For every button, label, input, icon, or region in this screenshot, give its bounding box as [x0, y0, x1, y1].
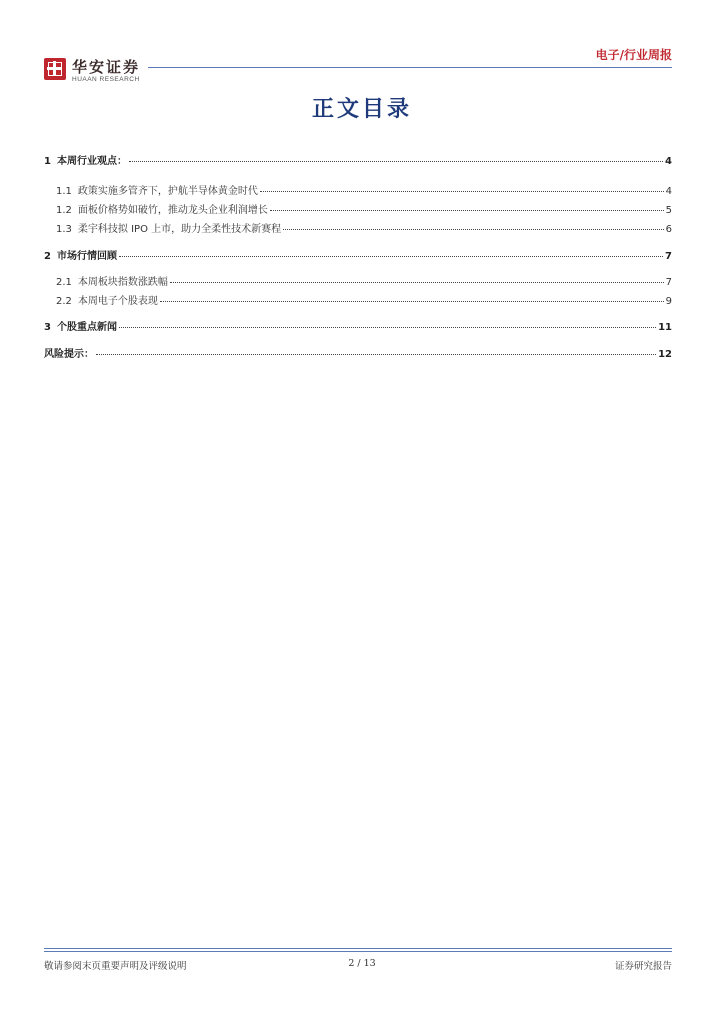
toc-leader-dots [119, 255, 663, 257]
toc-entry-number: 2.1 [56, 277, 72, 288]
toc-entry[interactable] [44, 182, 672, 197]
toc-leader-dots [119, 326, 656, 328]
toc-entry-page: 5 [665, 205, 672, 216]
page-indicator: 2 / 13 [348, 958, 376, 969]
toc-leader-dots [283, 228, 664, 230]
toc-leader-dots [270, 209, 664, 211]
toc-entry-label: 面板价格势如破竹，推动龙头企业利润增长 [77, 205, 268, 216]
toc-leader-dots [129, 160, 663, 162]
footer-rule [44, 951, 672, 952]
report-type: 电子/行业周报 [595, 48, 672, 62]
toc-entry-label: 柔宇科技拟 IPO 上市，助力全柔性技术新赛程 [77, 224, 282, 235]
toc-entry-number: 2 [44, 251, 51, 262]
toc-entry-number: 2.2 [56, 296, 72, 307]
toc-entry-page: 12 [658, 349, 672, 360]
page-header [0, 0, 724, 90]
toc-entry-label: 风险提示： [44, 349, 94, 360]
toc-entry-page: 4 [665, 156, 672, 167]
toc-entry-label: 本周电子个股表现 [77, 296, 158, 307]
toc-leader-dots [96, 353, 656, 355]
toc-entry-label: 政策实施多管齐下，护航半导体黄金时代 [77, 186, 258, 197]
toc-leader-dots [260, 190, 664, 192]
toc-entry-number: 1.2 [56, 205, 72, 216]
toc-entry-number: 3 [44, 322, 51, 333]
toc-entry[interactable] [44, 273, 672, 288]
toc-entry[interactable] [44, 220, 672, 235]
toc-entry-page: 9 [665, 296, 672, 307]
toc-title: 正文目录 [311, 97, 412, 122]
toc-entry-label: 市场行情回顾 [56, 251, 117, 262]
footer-rule [44, 948, 672, 949]
header-rule [148, 67, 672, 68]
footer-disclaimer: 敬请参阅末页重要声明及评级说明 [44, 961, 187, 972]
toc-entry[interactable] [44, 247, 672, 262]
footer-doc-type: 证券研究报告 [614, 961, 672, 972]
toc-entry-number: 1 [44, 156, 51, 167]
toc-entry-page: 7 [665, 277, 672, 288]
toc-entry[interactable] [44, 345, 672, 360]
toc-entry-label: 本周行业观点： [56, 156, 127, 167]
toc-entry-page: 4 [665, 186, 672, 197]
toc-entry-page: 6 [665, 224, 672, 235]
toc-entry[interactable] [44, 152, 672, 167]
logo-text-cn: 华安证券 [72, 58, 141, 76]
toc-entry[interactable] [44, 292, 672, 307]
logo-text-en: HUAAN RESEARCH [72, 76, 140, 83]
toc-entry[interactable] [44, 201, 672, 216]
huaan-logo-icon [44, 58, 66, 80]
toc-entry-page: 11 [658, 322, 672, 333]
toc-entry-page: 7 [665, 251, 672, 262]
toc-leader-dots [160, 300, 664, 302]
toc-entry-label: 个股重点新闻 [56, 322, 117, 333]
toc-entry-number: 1.3 [56, 224, 72, 235]
toc-entry-label: 本周板块指数涨跌幅 [77, 277, 168, 288]
toc-entry-number: 1.1 [56, 186, 72, 197]
toc-entry[interactable] [44, 318, 672, 333]
toc-leader-dots [170, 281, 664, 283]
